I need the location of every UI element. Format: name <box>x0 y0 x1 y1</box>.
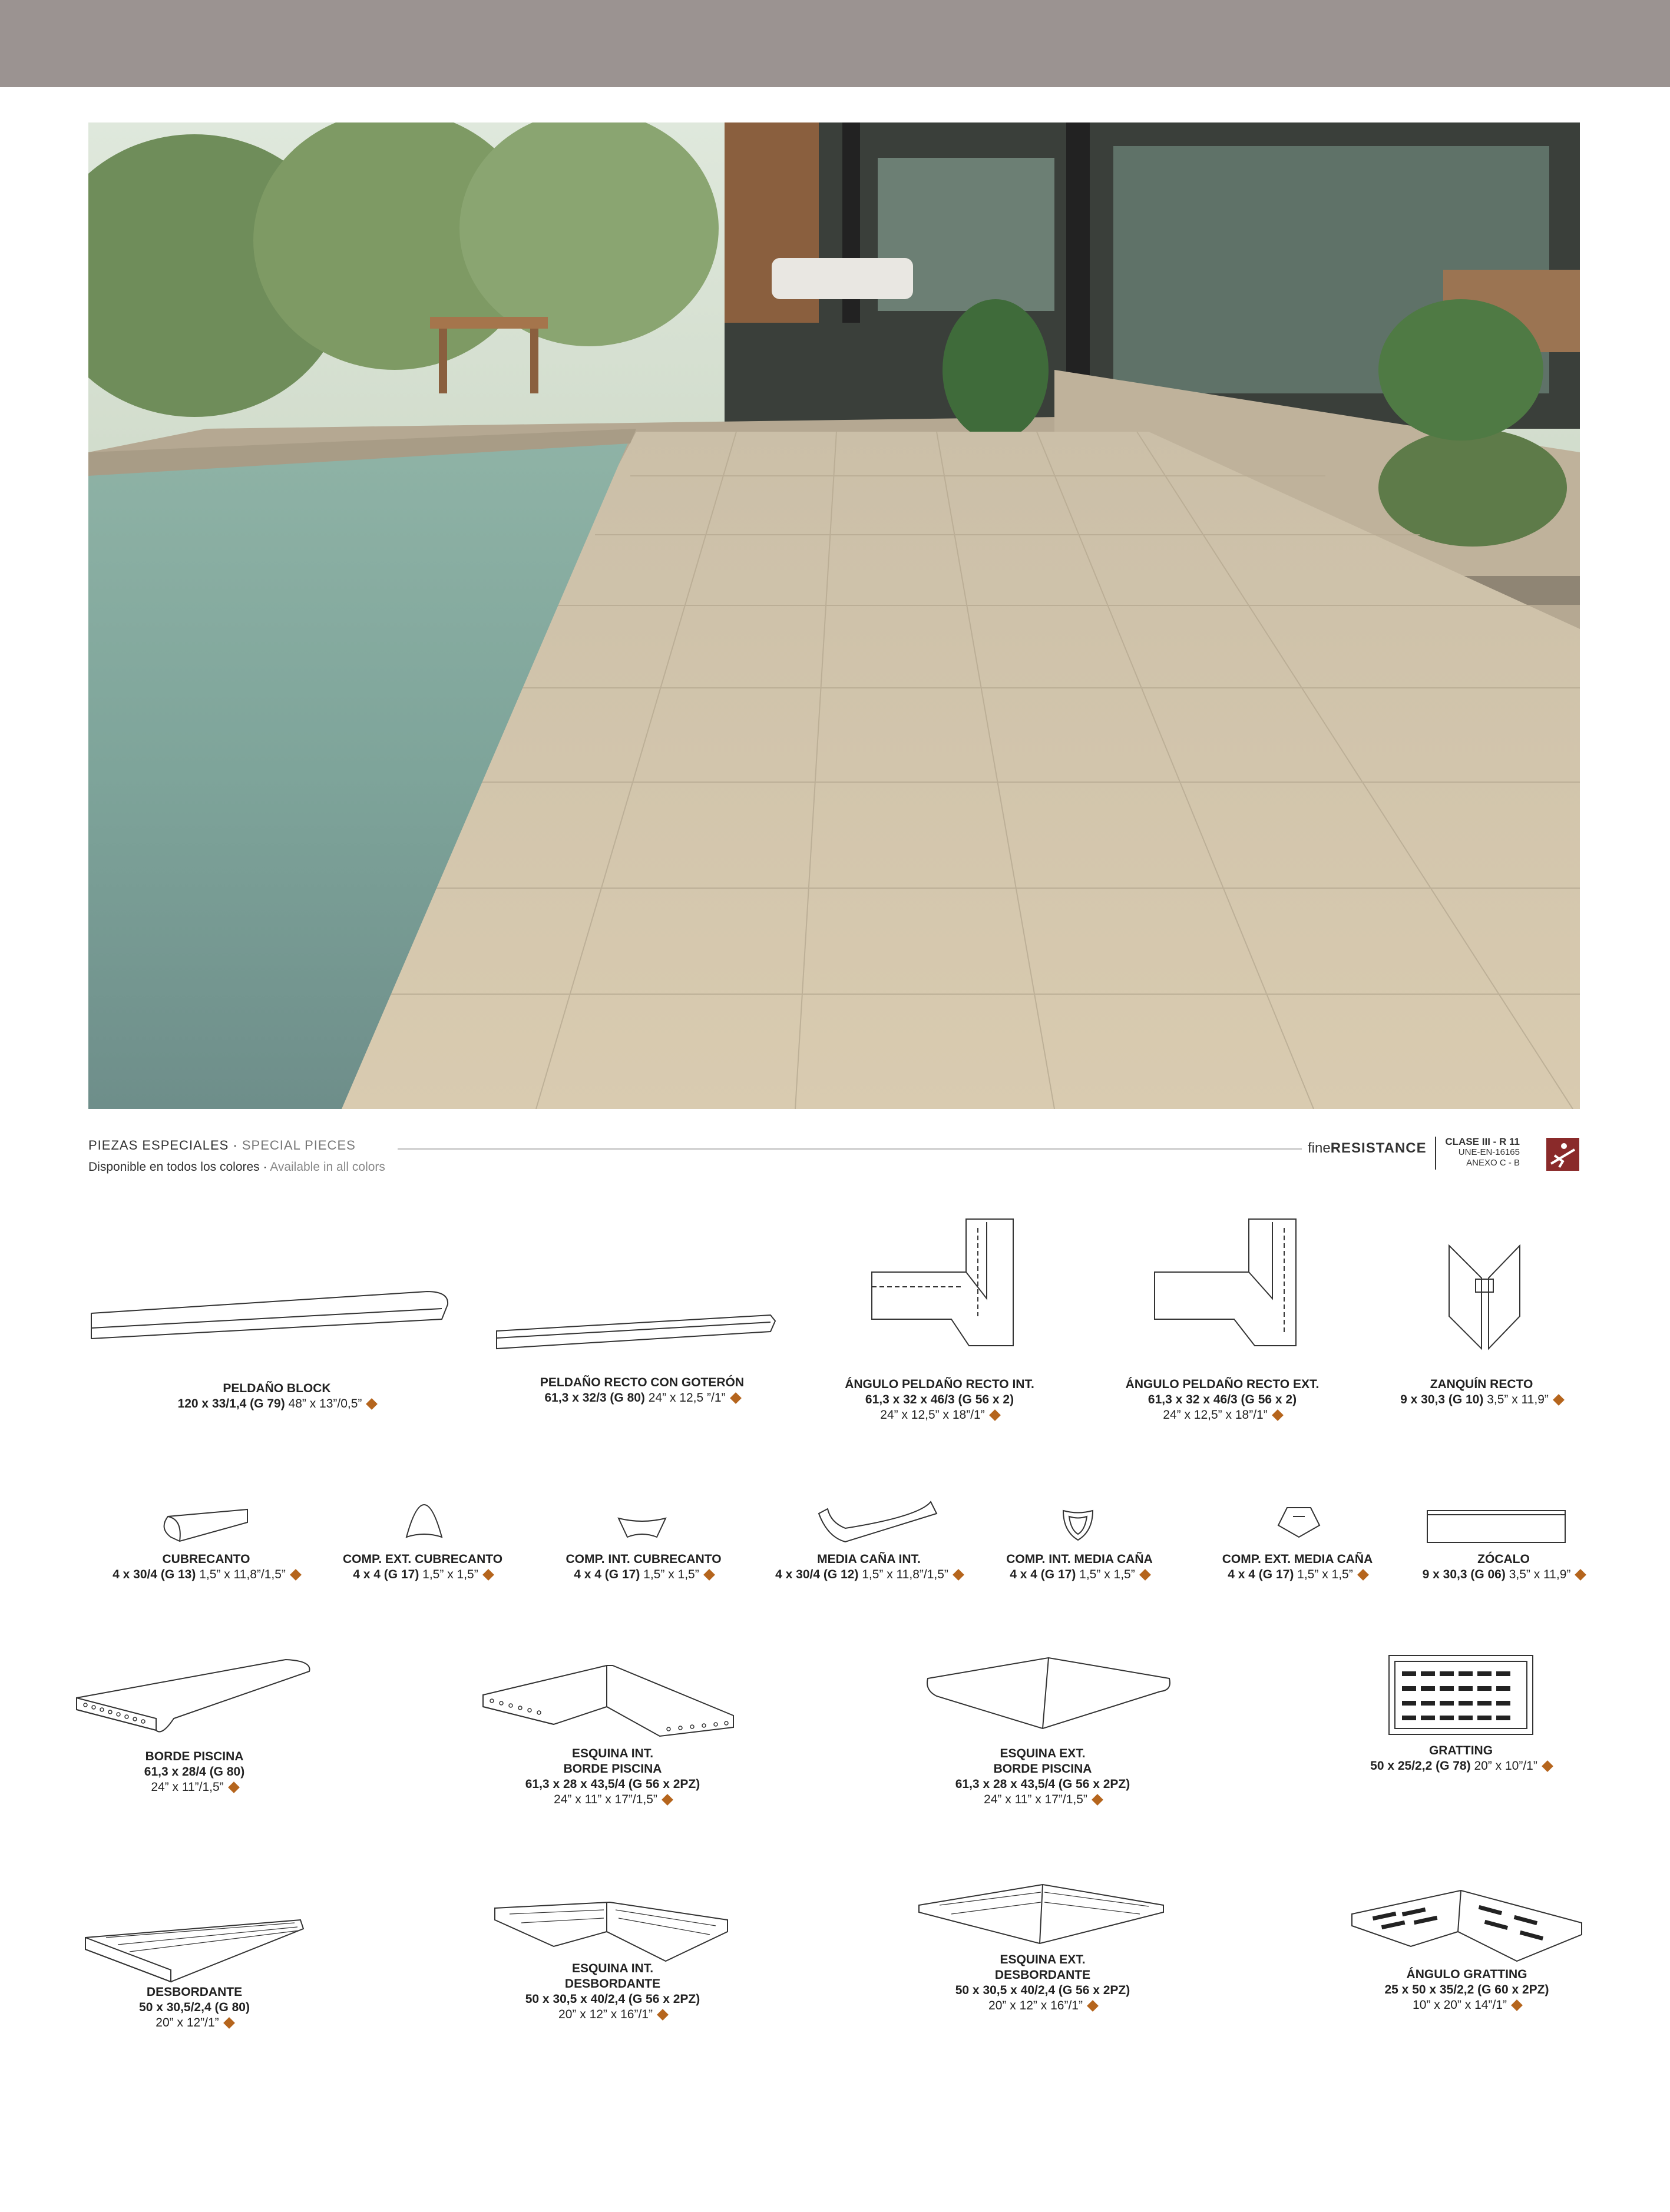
piece-code: 4 x 30/4 (G 12) <box>775 1568 859 1581</box>
piece-code: 120 x 33/1,4 (G 79) <box>177 1397 285 1410</box>
piece-name: MEDIA CAÑA INT. <box>817 1552 921 1566</box>
piece-imperial: 24” x 11” x 17”/1,5” <box>554 1793 657 1806</box>
piece-code: 50 x 25/2,2 (G 78) <box>1370 1759 1471 1773</box>
piece-name: PELDAÑO RECTO CON GOTERÓN <box>540 1376 745 1389</box>
piece-name-2: BORDE PISCINA <box>993 1762 1092 1776</box>
diamond-icon <box>657 2009 669 2021</box>
peldano-recto-goteron-drawing <box>494 1312 776 1353</box>
piece-name: DESBORDANTE <box>146 1985 243 1999</box>
piece-esquina-ext-desbordante <box>919 1952 1166 2014</box>
diamond-icon <box>228 1782 240 1794</box>
piece-code: 61,3 x 28/4 (G 80) <box>144 1765 245 1779</box>
angulo-gratting-drawing <box>1349 1888 1585 1964</box>
section-subtitle <box>88 1160 385 1174</box>
piece-name: COMP. INT. MEDIA CAÑA <box>1006 1552 1153 1566</box>
section-header <box>88 1137 1580 1184</box>
esquina-ext-borde-piscina-drawing <box>925 1655 1172 1731</box>
diamond-icon <box>1542 1761 1553 1773</box>
piece-angulo-gratting <box>1346 1967 1588 2013</box>
media-cana-int-drawing <box>816 1496 940 1549</box>
piece-code: 50 x 30,5/2,4 (G 80) <box>139 2001 250 2014</box>
piece-imperial: 1,5” x 11,8”/1,5” <box>862 1568 948 1581</box>
piece-code: 61,3 x 28 x 43,5/4 (G 56 x 2PZ) <box>955 1777 1130 1791</box>
title-en: SPECIAL PIECES <box>242 1138 356 1153</box>
piece-imperial: 10” x 20” x 14”/1” <box>1413 1998 1507 2012</box>
diamond-icon <box>1575 1569 1586 1581</box>
sub-en: Available in all colors <box>270 1160 385 1174</box>
diamond-icon <box>482 1569 494 1581</box>
piece-imperial: 24” x 11” x 17”/1,5” <box>984 1793 1087 1806</box>
diamond-icon <box>953 1569 964 1581</box>
piece-zocalo <box>1405 1552 1602 1582</box>
piece-code: 61,3 x 32 x 46/3 (G 56 x 2) <box>865 1393 1014 1406</box>
diamond-icon <box>1553 1395 1565 1406</box>
piece-borde-piscina <box>106 1749 283 1795</box>
piece-code: 50 x 30,5 x 40/2,4 (G 56 x 2PZ) <box>525 1992 700 2006</box>
piece-imperial: 1,5” x 11,8”/1,5” <box>199 1568 286 1581</box>
brand-prefix: fine <box>1308 1140 1331 1156</box>
diamond-icon <box>1087 2001 1099 2012</box>
piece-name: ZÓCALO <box>1477 1552 1530 1566</box>
piece-zanquin-recto <box>1381 1377 1582 1408</box>
esquina-int-borde-piscina-drawing <box>480 1660 739 1736</box>
piece-esquina-int-desbordante <box>489 1961 736 2022</box>
piece-imperial: 24” x 12,5” x 18”/1” <box>880 1408 985 1422</box>
piece-name: GRATTING <box>1428 1744 1493 1757</box>
piece-name: ESQUINA INT. <box>571 1962 654 1975</box>
piece-code: 61,3 x 32/3 (G 80) <box>544 1391 645 1405</box>
piece-code: 61,3 x 32 x 46/3 (G 56 x 2) <box>1147 1393 1297 1406</box>
section-divider <box>398 1148 1302 1150</box>
piece-code: 4 x 4 (G 17) <box>574 1568 640 1581</box>
borde-piscina-drawing <box>74 1654 315 1742</box>
gratting-drawing <box>1387 1654 1535 1736</box>
esquina-int-desbordante-drawing <box>492 1899 733 1964</box>
piece-name: ESQUINA INT. <box>571 1747 654 1760</box>
piece-name: BORDE PISCINA <box>145 1750 244 1763</box>
piece-angulo-peldano-ext <box>1093 1377 1352 1423</box>
piece-code: 25 x 50 x 35/2,2 (G 60 x 2PZ) <box>1384 1983 1549 1996</box>
piece-angulo-peldano-int <box>810 1377 1069 1423</box>
piece-code: 61,3 x 28 x 43,5/4 (G 56 x 2PZ) <box>525 1777 700 1791</box>
comp-int-cubrecanto-drawing <box>616 1514 669 1543</box>
piece-name: COMP. EXT. CUBRECANTO <box>342 1552 503 1566</box>
piece-media-cana-int <box>751 1552 987 1582</box>
piece-comp-int-cubrecanto <box>545 1552 742 1582</box>
piece-imperial: 3,5” x 11,9” <box>1509 1568 1571 1581</box>
sub-es: Disponible en todos los colores <box>88 1160 260 1174</box>
piece-name: ESQUINA EXT. <box>1000 1747 1086 1760</box>
piece-imperial: 1,5” x 1,5” <box>422 1568 478 1581</box>
piece-imperial: 20” x 12” x 16”/1” <box>988 1999 1083 2012</box>
piece-name-2: DESBORDANTE <box>564 1977 661 1991</box>
piece-imperial: 24” x 12,5 ”/1” <box>648 1391 726 1405</box>
piece-imperial: 20” x 12”/1” <box>156 2016 219 2029</box>
piece-esquina-ext-borde-piscina <box>919 1746 1166 1807</box>
piece-imperial: 20” x 12” x 16”/1” <box>558 2008 653 2021</box>
piece-gratting <box>1349 1743 1573 1774</box>
brand-name: RESISTANCE <box>1330 1140 1427 1156</box>
cubrecanto-drawing <box>159 1505 253 1546</box>
piece-code: 9 x 30,3 (G 10) <box>1400 1393 1484 1406</box>
piece-imperial: 24” x 11”/1,5” <box>151 1780 224 1794</box>
piece-name: PELDAÑO BLOCK <box>223 1382 331 1395</box>
piece-imperial: 1,5” x 1,5” <box>643 1568 699 1581</box>
class-title: CLASE III - R 11 <box>1445 1136 1520 1147</box>
piece-imperial: 20” x 10”/1” <box>1474 1759 1537 1773</box>
piece-name: COMP. EXT. MEDIA CAÑA <box>1222 1552 1373 1566</box>
piece-comp-int-media-cana <box>981 1552 1178 1582</box>
piece-code: 4 x 30/4 (G 13) <box>113 1568 196 1581</box>
piece-cubrecanto <box>88 1552 324 1582</box>
diamond-icon <box>989 1410 1001 1422</box>
hero-photo-pool-terrace <box>88 122 1580 1109</box>
class-rating <box>1443 1137 1520 1168</box>
brand-logo <box>1308 1140 1427 1157</box>
slip-resistance-icon <box>1546 1138 1579 1171</box>
esquina-ext-desbordante-drawing <box>916 1882 1166 1946</box>
piece-peldano-recto-goteron <box>507 1375 778 1406</box>
peldano-block-drawing <box>88 1287 454 1343</box>
piece-esquina-int-borde-piscina <box>489 1746 736 1807</box>
piece-imperial: 24” x 12,5” x 18”/1” <box>1163 1408 1268 1422</box>
piece-comp-ext-cubrecanto <box>324 1552 521 1582</box>
diamond-icon <box>1139 1569 1151 1581</box>
angulo-peldano-int-drawing <box>869 1216 1022 1357</box>
diamond-icon <box>1092 1794 1103 1806</box>
piece-name: CUBRECANTO <box>162 1552 250 1566</box>
piece-imperial: 1,5” x 1,5” <box>1079 1568 1135 1581</box>
zocalo-drawing <box>1426 1509 1567 1544</box>
piece-code: 4 x 4 (G 17) <box>1010 1568 1076 1581</box>
diamond-icon <box>366 1399 378 1410</box>
piece-name-2: DESBORDANTE <box>994 1968 1091 1982</box>
piece-comp-ext-media-cana <box>1199 1552 1396 1582</box>
piece-name-2: BORDE PISCINA <box>563 1762 662 1776</box>
piece-imperial: 3,5” x 11,9” <box>1487 1393 1549 1406</box>
brand-separator <box>1435 1137 1436 1170</box>
piece-code: 4 x 4 (G 17) <box>1228 1568 1294 1581</box>
class-norm: UNE-EN-16165 <box>1458 1147 1520 1157</box>
piece-name: ESQUINA EXT. <box>1000 1953 1086 1966</box>
piece-imperial: 48” x 13”/0,5” <box>288 1397 362 1410</box>
class-annex: ANEXO C - B <box>1466 1158 1520 1168</box>
section-title <box>88 1138 356 1153</box>
diamond-icon <box>703 1569 715 1581</box>
diamond-icon <box>290 1569 302 1581</box>
title-es: PIEZAS ESPECIALES <box>88 1138 229 1153</box>
piece-name: ÁNGULO PELDAÑO RECTO EXT. <box>1125 1377 1320 1391</box>
piece-code: 9 x 30,3 (G 06) <box>1422 1568 1506 1581</box>
sub-sep: · <box>259 1160 270 1174</box>
piece-code: 4 x 4 (G 17) <box>353 1568 419 1581</box>
diamond-icon <box>730 1393 742 1405</box>
piece-name: COMP. INT. CUBRECANTO <box>566 1552 722 1566</box>
comp-int-media-cana-drawing <box>1060 1508 1096 1543</box>
diamond-icon <box>223 2018 235 2029</box>
piece-peldano-block <box>153 1381 401 1412</box>
zanquin-recto-drawing <box>1446 1243 1526 1355</box>
piece-name: ÁNGULO PELDAÑO RECTO INT. <box>845 1377 1034 1391</box>
diamond-icon <box>1272 1410 1284 1422</box>
angulo-peldano-ext-drawing <box>1152 1216 1305 1357</box>
piece-name: ZANQUÍN RECTO <box>1430 1377 1533 1391</box>
header-band <box>0 0 1670 87</box>
diamond-icon <box>1357 1569 1369 1581</box>
piece-imperial: 1,5” x 1,5” <box>1297 1568 1353 1581</box>
diamond-icon <box>1511 2000 1523 2012</box>
comp-ext-media-cana-drawing <box>1275 1505 1322 1540</box>
diamond-icon <box>662 1794 673 1806</box>
piece-name: ÁNGULO GRATTING <box>1406 1968 1527 1981</box>
desbordante-drawing <box>82 1914 306 1985</box>
comp-ext-cubrecanto-drawing <box>404 1502 445 1543</box>
piece-desbordante <box>106 1985 283 2031</box>
title-sep: · <box>229 1138 242 1153</box>
piece-code: 50 x 30,5 x 40/2,4 (G 56 x 2PZ) <box>955 1983 1130 1997</box>
